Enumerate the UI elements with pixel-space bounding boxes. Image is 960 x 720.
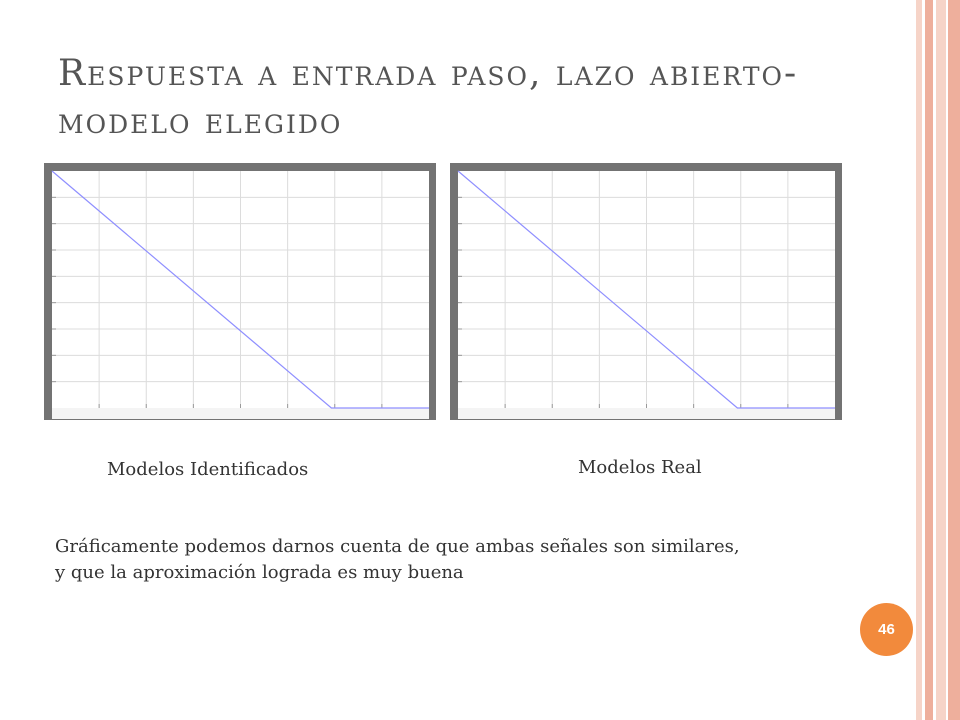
plot-status-bar — [52, 408, 429, 419]
body-line: Gráficamente podemos darnos cuenta de que ambas señales son similares, — [55, 536, 740, 557]
decor-stripe — [936, 0, 946, 720]
body-text — [55, 534, 915, 586]
plot-svg — [450, 163, 842, 420]
plot-identified — [44, 163, 436, 420]
page-number: 46 — [878, 621, 895, 638]
plot-status-bar — [458, 408, 835, 419]
plot-svg — [44, 163, 436, 420]
decor-stripe — [948, 0, 960, 720]
decor-stripe — [925, 0, 933, 720]
caption-identified: Modelos Identificados — [107, 459, 309, 480]
page-number-badge — [860, 603, 913, 656]
plot-real — [450, 163, 842, 420]
body-line: y que la aproximación lograda es muy buena — [55, 562, 464, 583]
decor-stripe — [916, 0, 922, 720]
caption-real: Modelos Real — [578, 457, 702, 478]
slide-title: Respuesta a entrada paso, lazo abierto- modelo elegido — [58, 53, 799, 142]
